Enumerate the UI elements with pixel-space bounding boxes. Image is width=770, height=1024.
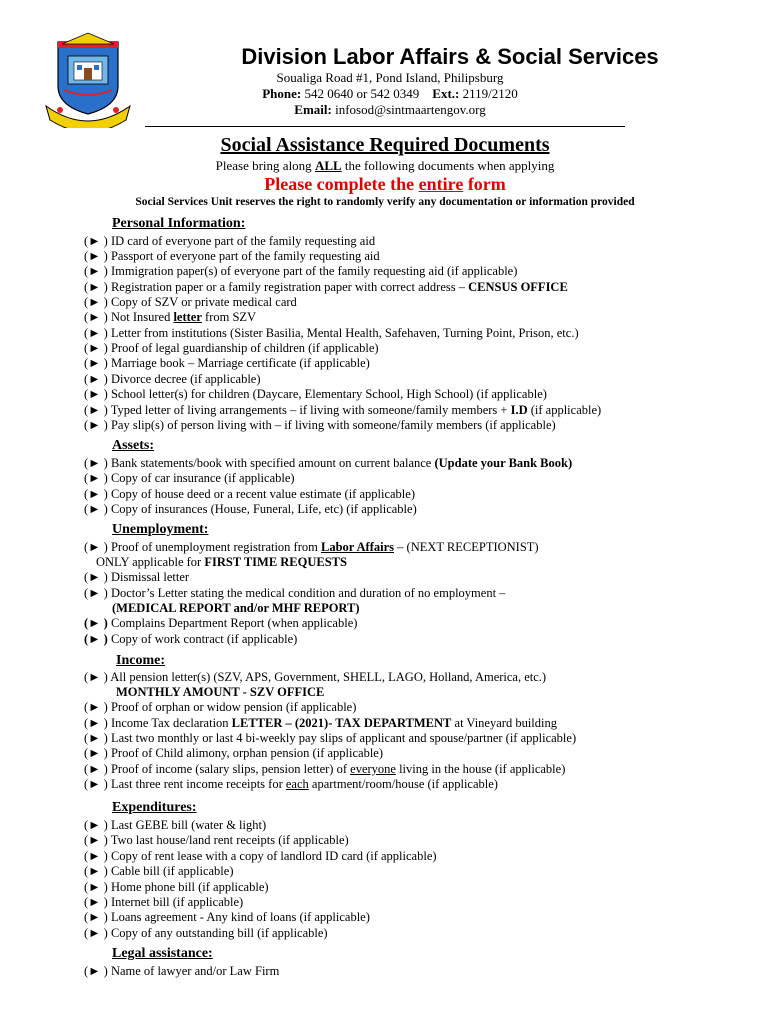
list-item: (► ) Last two monthly or last 4 bi-weekly pay slips of applicant and spouse/partner (if applicable) xyxy=(84,731,577,745)
section-heading-assets: Assets: xyxy=(112,438,154,453)
section-heading-income: Income: xyxy=(116,653,165,668)
list-item: (► ) Home phone bill (if applicable) xyxy=(84,880,269,894)
list-item-continuation: MONTHLY AMOUNT - SZV OFFICE xyxy=(116,685,325,699)
list-item: (► ) Pay slip(s) of person living with – if living with someone/family members (if applicable) xyxy=(84,418,556,432)
list-item: (► ) Proof of Child alimony, orphan pension (if applicable) xyxy=(84,746,383,760)
header-divider xyxy=(145,126,625,127)
complete-form-notice: Please complete the entire form xyxy=(264,174,506,194)
list-item: (► ) Copy of car insurance (if applicable) xyxy=(84,471,295,485)
list-item: (► ) Copy of rent lease with a copy of landlord ID card (if applicable) xyxy=(84,849,437,863)
list-item: (► ) Last GEBE bill (water & light) xyxy=(84,818,267,832)
list-item: (► ) Complains Department Report (when applicable) xyxy=(84,616,358,630)
list-item: (► ) Typed letter of living arrangements – if living with someone/family members + I.D (if applicable) xyxy=(84,403,602,417)
list-item: (► ) Loans agreement - Any kind of loans (if applicable) xyxy=(84,910,370,924)
address-line: Soualiga Road #1, Pond Island, Philipsburg xyxy=(276,70,504,85)
list-item: (► ) Registration paper or a family registration paper with correct address – CENSUS OFFICE xyxy=(84,280,568,294)
list-item-continuation: ONLY applicable for FIRST TIME REQUESTS xyxy=(96,555,347,569)
list-item: (► ) Copy of insurances (House, Funeral, Life, etc) (if applicable) xyxy=(84,502,417,516)
list-item: (► ) Proof of legal guardianship of children (if applicable) xyxy=(84,341,379,355)
list-item: (► ) Bank statements/book with specified amount on current balance (Update your Bank Book) xyxy=(84,456,573,470)
list-item: (► ) Internet bill (if applicable) xyxy=(84,895,244,909)
list-item: (► ) Two last house/land rent receipts (if applicable) xyxy=(84,833,349,847)
section-heading-legal: Legal assistance: xyxy=(112,946,213,961)
list-item: (► ) Proof of unemployment registration from Labor Affairs – (NEXT RECEPTIONIST) xyxy=(84,540,539,554)
section-heading-personal: Personal Information: xyxy=(112,216,246,231)
list-item: (► ) Cable bill (if applicable) xyxy=(84,864,234,878)
list-item: (► ) All pension letter(s) (SZV, APS, Government, SHELL, LAGO, Holland, America, etc.) xyxy=(84,670,547,684)
list-item: (► ) Name of lawyer and/or Law Firm xyxy=(84,964,280,978)
coat-of-arms-logo xyxy=(38,28,138,128)
list-item: (► ) Last three rent income receipts for each apartment/room/house (if applicable) xyxy=(84,777,498,791)
list-item: (► ) School letter(s) for children (Daycare, Elementary School, High School) (if applicable) xyxy=(84,387,547,401)
verification-notice: Social Services Unit reserves the right to randomly verify any documentation or information provided xyxy=(135,196,635,208)
list-item: (► ) Copy of house deed or a recent value estimate (if applicable) xyxy=(84,487,415,501)
list-item: (► ) Income Tax declaration LETTER – (2021)- TAX DEPARTMENT at Vineyard building xyxy=(84,716,557,730)
list-item: (► ) Passport of everyone part of the family requesting aid xyxy=(84,249,380,263)
bring-instructions: Please bring along ALL the following documents when applying xyxy=(215,158,555,173)
list-item: (► ) ID card of everyone part of the family requesting aid xyxy=(84,234,376,248)
organization-name: Division Labor Affairs & Social Services xyxy=(241,44,659,69)
list-item: (► ) Immigration paper(s) of everyone part of the family requesting aid (if applicable) xyxy=(84,264,518,278)
phone-line: Phone: 542 0640 or 542 0349 Ext.: 2119/2120 xyxy=(262,86,518,101)
document-title: Social Assistance Required Documents xyxy=(220,134,550,156)
list-item: (► ) Doctor’s Letter stating the medical condition and duration of no employment – xyxy=(84,586,506,600)
list-item: (► ) Dismissal letter xyxy=(84,570,190,584)
list-item: (► ) Copy of any outstanding bill (if applicable) xyxy=(84,926,328,940)
list-item: (► ) Copy of SZV or private medical card xyxy=(84,295,297,309)
list-item: (► ) Proof of income (salary slips, pension letter) of everyone living in the house (if applicable) xyxy=(84,762,566,776)
list-item: (► ) Divorce decree (if applicable) xyxy=(84,372,261,386)
list-item: (► ) Letter from institutions (Sister Basilia, Mental Health, Safehaven, Turning Point, Prison, etc.) xyxy=(84,326,579,340)
list-item: (► ) Copy of work contract (if applicable) xyxy=(84,632,298,646)
list-item-continuation: (MEDICAL REPORT and/or MHF REPORT) xyxy=(112,601,360,615)
list-item: (► ) Marriage book – Marriage certificate (if applicable) xyxy=(84,356,370,370)
email-line: Email: infosod@sintmaartengov.org xyxy=(294,102,486,117)
section-heading-expenditures: Expenditures: xyxy=(112,800,197,815)
list-item: (► ) Not Insured letter from SZV xyxy=(84,310,257,324)
section-heading-unemployment: Unemployment: xyxy=(112,522,209,537)
list-item: (► ) Proof of orphan or widow pension (if applicable) xyxy=(84,700,357,714)
